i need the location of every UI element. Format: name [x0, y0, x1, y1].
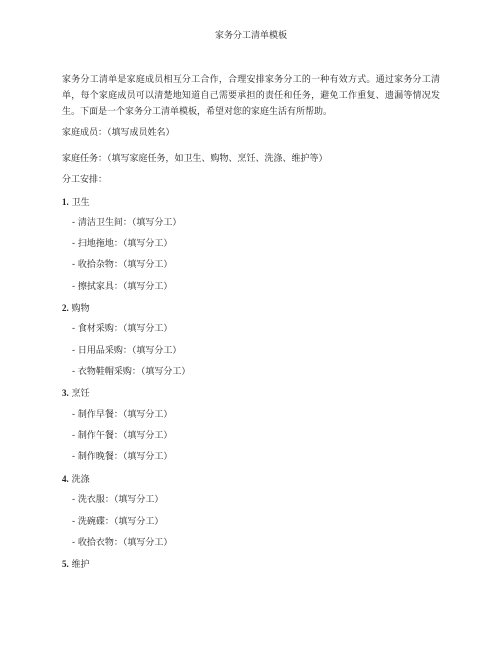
section-name: 烹饪: [71, 389, 90, 399]
section-heading: [62, 196, 90, 209]
list-item: - 制作午餐：（填写分工）: [72, 431, 173, 441]
section-number: 4.: [62, 474, 69, 484]
list-item: - 制作晚餐：（填写分工）: [72, 452, 173, 462]
section-heading: [62, 473, 90, 486]
section-number: 2.: [62, 303, 69, 313]
list-item: - 衣物鞋帽采购：（填写分工）: [72, 367, 191, 377]
section-name: 卫生: [71, 198, 90, 208]
list-item: - 食材采购：（填写分工）: [72, 324, 173, 334]
section-name: 洗涤: [71, 475, 90, 485]
tasks-line: 家庭任务：（填写家庭任务，如卫生、购物、烹饪、洗涤、维护等）: [62, 154, 328, 164]
intro-paragraph: 家务分工清单是家庭成员相互分工合作，合理安排家务分工的一种有效方式。通过家务分工清单，每个家庭成员可以清楚地知道自己需要承担的责任和任务，避免工作重复、遗漏等情况发生。下面是一个家务分工清单模板，希望对您的家庭生活有所帮助。: [62, 75, 440, 117]
list-item: - 收拾衣物：（填写分工）: [72, 538, 173, 548]
list-item: - 洗碗碟：（填写分工）: [72, 517, 164, 527]
section-name: 购物: [71, 304, 90, 314]
section-number: 5.: [62, 559, 69, 569]
section-name: 维护: [71, 560, 90, 570]
list-item: - 收拾杂物：（填写分工）: [72, 260, 173, 270]
section-number: 1.: [62, 197, 69, 207]
division-heading: 分工安排：: [62, 175, 108, 185]
list-item: - 擦拭家具：（填写分工）: [72, 282, 173, 292]
section-number: 3.: [62, 388, 69, 398]
list-item: - 扫地拖地：（填写分工）: [72, 239, 173, 249]
list-item: - 清洁卫生间：（填写分工）: [72, 218, 182, 228]
document-title: 家务分工清单模板: [214, 31, 287, 41]
members-line: 家庭成员：（填写成员姓名）: [62, 128, 175, 138]
list-item: - 洗衣服：（填写分工）: [72, 495, 164, 505]
section-heading: [62, 558, 90, 571]
section-heading: [62, 302, 90, 315]
list-item: - 日用品采购：（填写分工）: [72, 346, 182, 356]
section-heading: [62, 387, 90, 400]
list-item: - 制作早餐：（填写分工）: [72, 410, 173, 420]
